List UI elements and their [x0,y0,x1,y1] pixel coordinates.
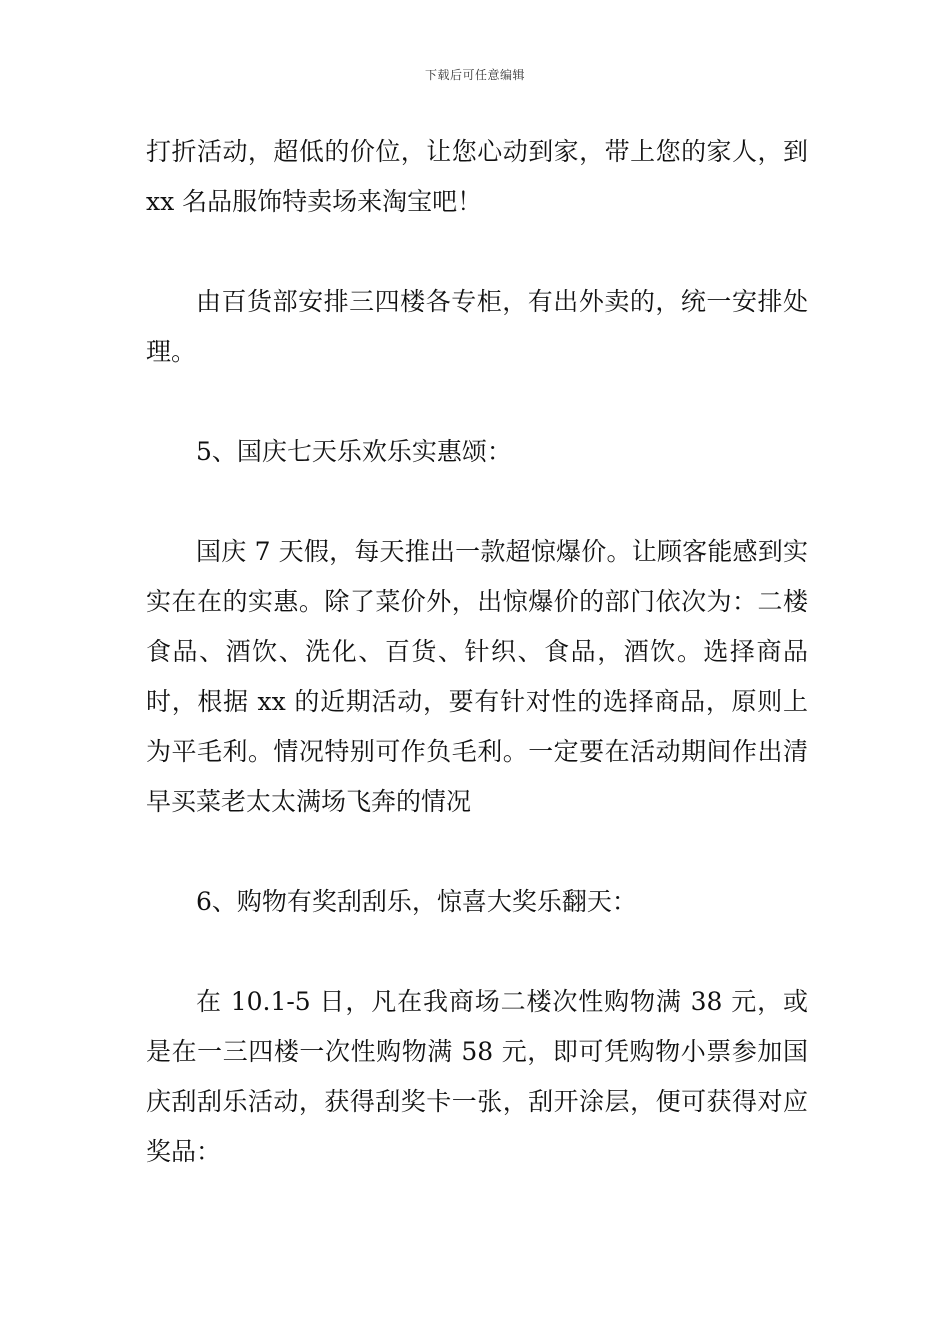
paragraph-seven-day-deals: 国庆 7 天假，每天推出一款超惊爆价。让顾客能感到实实在在的实惠。除了菜价外，出惊爆价的部门依次为：二楼食品、酒饮、洗化、百货、针织、食品，酒饮。选择商品时，根据 xx 的近期活动，要有针对性的选择商品，原则上为平毛利。情况特别可作负毛利。一定要在活动期间作出清早买菜老太太满场飞奔的情况 [146,537,808,816]
paragraph-scratch-card: 在 10.1-5 日，凡在我商场二楼次性购物满 38 元，或是在一三四楼一次性购物满 58 元，即可凭购物小票参加国庆刮刮乐活动，获得刮奖卡一张，刮开涂层，便可获得对应奖品： [146,987,808,1166]
section-heading-6: 6、购物有奖刮刮乐，惊喜大奖乐翻天： [196,887,637,916]
page-header: 下载后可任意编辑 [424,68,525,82]
section-heading-5: 5、国庆七天乐欢乐实惠颂： [196,437,512,466]
paragraph-department-arrangement: 由百货部安排三四楼各专柜，有出外卖的，统一安排处理。 [146,287,808,366]
paragraph-promo-ending: 打折活动，超低的价位，让您心动到家，带上您的家人，到 xx 名品服饰特卖场来淘宝吧！ [146,137,808,216]
document-body [146,127,808,1227]
